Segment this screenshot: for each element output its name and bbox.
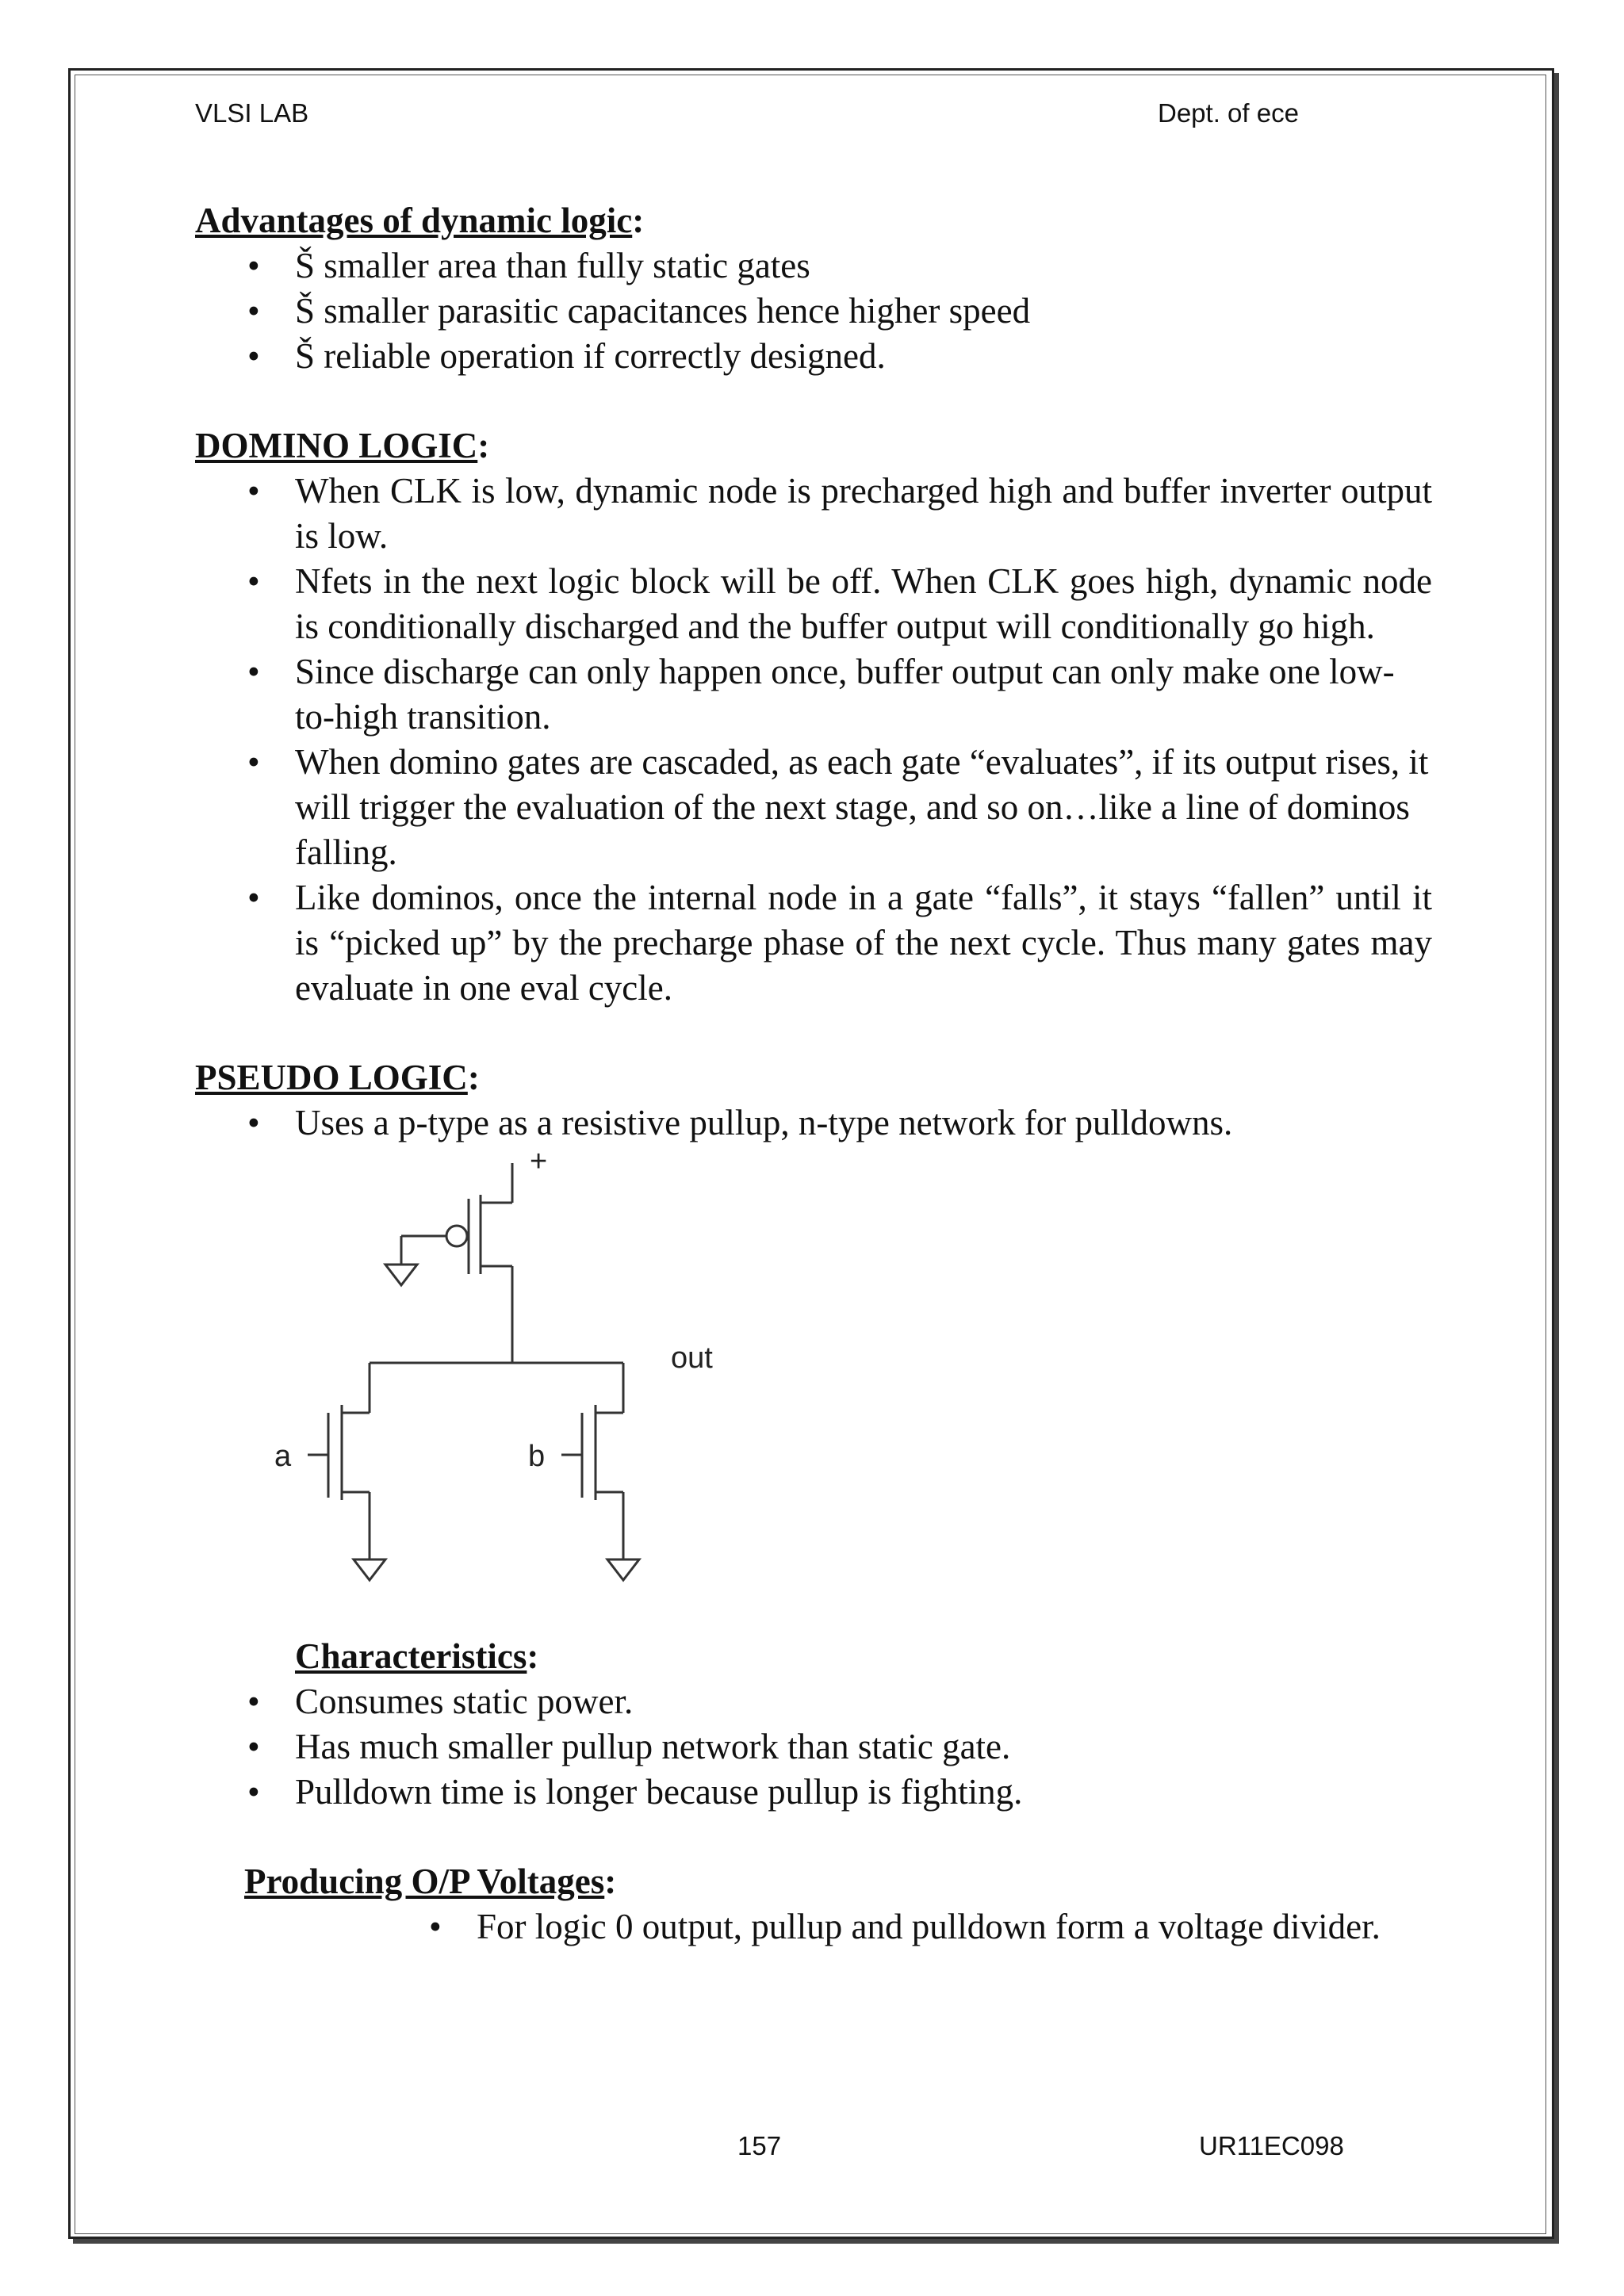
page-number: 157	[737, 2131, 782, 2160]
heading-producing: Producing O/P Voltages:	[244, 1862, 617, 1901]
header-right: Dept. of ece	[1158, 98, 1299, 128]
list-item: • Uses a p-type as a resistive pullup, n-type network for pulldowns.	[247, 1103, 1233, 1142]
ground-icon	[385, 1265, 417, 1285]
list-item: • Š smaller parasitic capacitances hence higher speed	[247, 291, 1031, 331]
section-advantages	[195, 198, 1432, 379]
list-item: • Nfets in the next logic block will be off. When CLK goes high, dynamic node is conditionally discharged and the buffer output will conditionally go high.	[247, 561, 1432, 646]
header-left: VLSI LAB	[195, 98, 309, 128]
heading-advantages: Advantages of dynamic logic:	[195, 201, 645, 240]
list-item: • Consumes static power.	[247, 1682, 634, 1721]
section-characteristics	[195, 1634, 1432, 1815]
list-item: • Like dominos, once the internal node in a gate “falls”, it stays “fallen” until it is “picked up” by the precharge phase of the next cycle. Thus many gates may evaluate in one eval cycle.	[247, 878, 1432, 1008]
heading-pseudo: PSEUDO LOGIC:	[195, 1058, 480, 1097]
list-item: • When CLK is low, dynamic node is precharged high and buffer inverter output is low.	[247, 471, 1432, 556]
section-producing	[195, 1859, 1432, 1950]
list-item: • When domino gates are cascaded, as each gate “evaluates”, if its output rises, it will trigger the evaluation of the next stage, and so on…like a line of dominos falling.	[247, 742, 1429, 872]
list-item: • For logic 0 output, pullup and pulldown form a voltage divider.	[429, 1907, 1381, 1946]
heading-characteristics: Characteristics:	[295, 1636, 539, 1676]
ground-icon	[354, 1559, 385, 1580]
list-item: • Since discharge can only happen once, buffer output can only make one low-to-high transition.	[247, 652, 1395, 737]
roll-number: UR11EC098	[1199, 2131, 1344, 2160]
advantages-list	[195, 243, 1432, 379]
domino-list	[195, 469, 1432, 1011]
list-item: • Š smaller area than fully static gates	[247, 246, 810, 285]
input-a-label: a	[274, 1440, 292, 1473]
section-domino	[195, 423, 1432, 1011]
document-body	[195, 198, 1432, 1950]
section-pseudo	[195, 1055, 1432, 1623]
pmos-bubble-icon	[446, 1226, 467, 1246]
characteristics-list	[195, 1679, 1432, 1815]
heading-domino: DOMINO LOGIC:	[195, 426, 490, 465]
vdd-label: +	[530, 1145, 548, 1178]
out-label: out	[671, 1341, 713, 1375]
pseudo-list	[195, 1100, 1432, 1146]
list-item: • Pulldown time is longer because pullup is fighting.	[247, 1772, 1023, 1812]
ground-icon	[607, 1559, 639, 1580]
input-b-label: b	[528, 1440, 546, 1473]
producing-list	[195, 1904, 1432, 1950]
pseudo-nmos-circuit-diagram	[274, 1145, 845, 1623]
list-item: • Has much smaller pullup network than static gate.	[247, 1727, 1011, 1766]
list-item: • Š reliable operation if correctly designed.	[247, 336, 886, 376]
